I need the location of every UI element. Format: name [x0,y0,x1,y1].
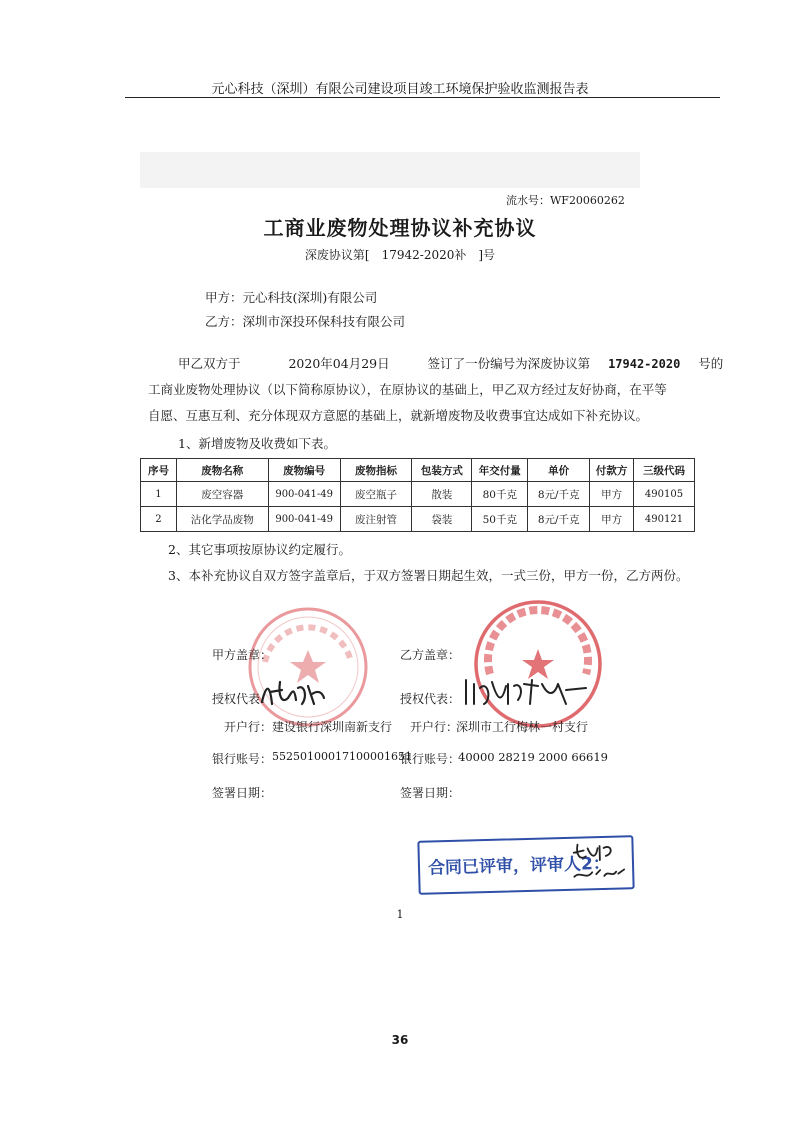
th-seq: 序号 [141,459,177,482]
party-a-account: 55250100017100001651 [272,750,412,763]
party-b-label: 乙方： [205,314,243,329]
cell-payer: 甲方 [590,507,634,532]
party-a-bank: 建设银行深圳南新支行 [272,720,393,734]
faint-bleed-through [140,152,640,188]
intro-text-b: 签订了一份编号为深废协议第 [427,356,591,371]
party-b-account: 40000 28219 2000 66619 [458,750,608,764]
party-a-bank-label: 开户行： [224,720,273,734]
inner-page-number: 1 [396,908,404,921]
cell-unit-price: 8元/千克 [528,507,590,532]
cell-packaging: 袋装 [412,507,472,532]
report-header-title: 元心科技（深圳）有限公司建设项目竣工环境保护验收监测报告表 [211,82,589,97]
intro-date: 2020年04月29日 [288,356,390,371]
cell-unit-price: 8元/千克 [528,482,590,507]
cell-annual-quantity: 50千克 [472,507,528,532]
intro-text-a: 甲乙双方于 [178,356,241,371]
intro-line-3: 自愿、互惠互利、充分体现双方意愿的基础上，就新增废物及收费事宜达成如下补充协议。 [148,408,649,423]
party-a-date-label: 签署日期： [212,786,273,800]
th-packaging: 包装方式 [412,459,472,482]
waste-table [140,458,695,532]
th-annual-quantity: 年交付量 [472,459,528,482]
th-level3-code: 三级代码 [634,459,695,482]
intro-line-1 [178,352,723,376]
party-a-auth-label: 授权代表： [212,692,273,706]
clause-3: 3、本补充协议自双方签字盖章后，于双方签署日期起生效，一式三份，甲方一份，乙方两份。 [168,568,689,583]
cell-level3-code: 490105 [634,482,695,507]
intro-agreement-num: 17942-2020 [608,357,681,371]
th-unit-price: 单价 [528,459,590,482]
table-header-row [141,459,695,482]
th-payer: 付款方 [590,459,634,482]
table-row [141,482,695,507]
cell-payer: 甲方 [590,482,634,507]
party-b-seal-label: 乙方盖章： [400,648,461,662]
agreement-number: 深废协议第[ 17942-2020补 ]号 [304,248,496,262]
party-a-label: 甲方： [205,290,243,305]
party-a [205,288,377,306]
clause-2: 2、其它事项按原协议约定履行。 [168,542,351,557]
th-waste-index: 废物指标 [340,459,412,482]
clause-1: 1、新增废物及收费如下表。 [178,436,336,451]
party-a-handwritten-signature [258,676,328,710]
party-b-account-label: 银行账号： [400,752,461,766]
intro-text-c: 号的 [698,356,724,371]
contract-review-stamp [417,835,634,895]
intro-line-2: 工商业废物处理协议（以下简称原协议），在原协议的基础上，甲乙双方经过友好协商，在平等 [148,382,667,397]
cell-waste-index: 废空瓶子 [340,482,412,507]
cell-waste-name: 废空容器 [176,482,268,507]
party-a-account-label: 银行账号： [212,752,273,766]
party-b-bank: 深圳市工行梅林一村支行 [456,720,589,734]
cell-level3-code: 490121 [634,507,695,532]
document-title: 工商业废物处理协议补充协议 [263,216,537,240]
th-waste-name: 废物名称 [176,459,268,482]
party-b-company-seal [468,594,608,734]
party-a-name: 元心科技(深圳)有限公司 [242,290,378,305]
th-waste-code: 废物编号 [268,459,340,482]
cell-waste-code: 900-041-49 [268,507,340,532]
cell-packaging: 散装 [412,482,472,507]
cell-waste-index: 废注射管 [340,507,412,532]
serial-number: 流水号：WF20060262 [506,194,625,207]
party-b [205,312,405,330]
table-row [141,507,695,532]
cell-waste-code: 900-041-49 [268,482,340,507]
party-b-date-label: 签署日期： [400,786,461,800]
review-stamp-text: 合同已评审，评审人2： [427,853,611,879]
cell-annual-quantity: 80千克 [472,482,528,507]
party-a-seal-label: 甲方盖章： [212,648,273,662]
cell-seq: 2 [141,507,177,532]
cell-waste-name: 沾化学品废物 [176,507,268,532]
report-page-number: 36 [391,1033,409,1047]
cell-seq: 1 [141,482,177,507]
party-b-auth-label: 授权代表： [400,692,461,706]
party-b-bank-label: 开户行： [410,720,459,734]
party-b-handwritten-signature [462,674,592,708]
header-divider [125,97,720,98]
party-b-name: 深圳市深投环保科技有限公司 [242,314,406,329]
party-a-company-seal [243,602,373,732]
reviewer-handwritten-signature [569,839,628,885]
